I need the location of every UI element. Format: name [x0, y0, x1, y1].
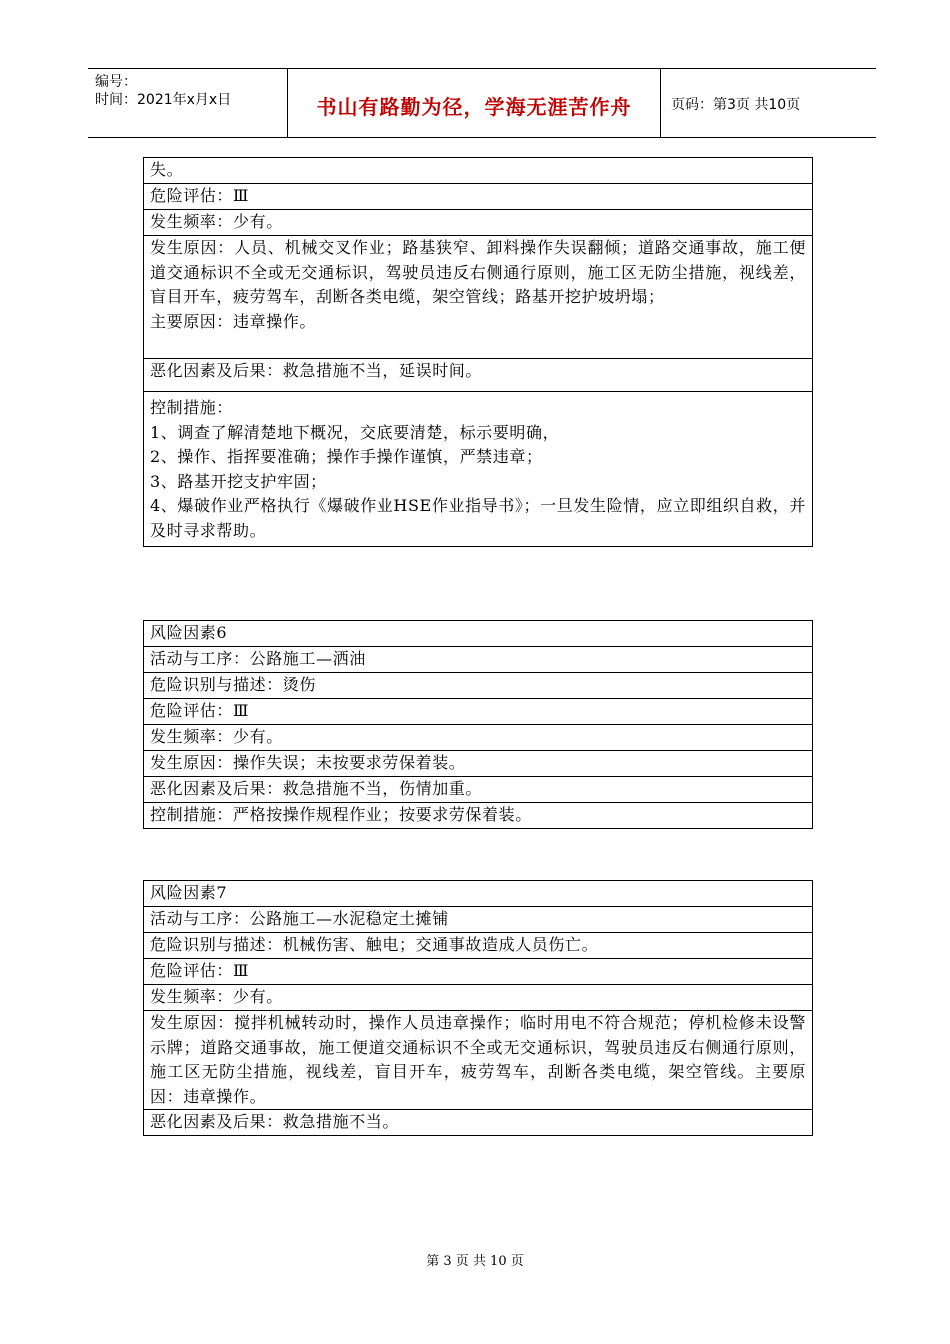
table-row [144, 751, 813, 777]
document-time-label: 时间：2021年x月x日 [95, 92, 232, 108]
header-motto: 书山有路勤为径，学海无涯苦作舟 [316, 94, 632, 119]
table-row [144, 699, 813, 725]
risk-table-6 [143, 620, 813, 829]
table-row [144, 210, 813, 236]
table-row [144, 933, 813, 959]
table-cell: 恶化因素及后果：救急措施不当，延误时间。 [144, 359, 813, 392]
table-cell: 危险识别与描述：烫伤 [144, 673, 813, 699]
risk-factor-title: 风险因素6 [144, 621, 813, 647]
control-measures-label: 控制措施： [150, 398, 234, 417]
table-cell: 发生原因：搅拌机械转动时，操作人员违章操作；临时用电不符合规范；停机检修未设警示牌；道路交通事故，施工便道交通标识不全或无交通标识，驾驶员违反右侧通行原则，施工区无防尘措施，视线差，盲目开车，疲劳驾车，刮断各类电缆，架空管线。主要原因：违章操作。 [144, 1011, 813, 1110]
table-cell: 发生频率：少有。 [144, 210, 813, 236]
table-row [144, 777, 813, 803]
table-cell: 发生频率：少有。 [144, 985, 813, 1011]
table-row [144, 392, 813, 547]
table-cell: 控制措施：严格按操作规程作业；按要求劳保着装。 [144, 803, 813, 829]
table-cell: 失。 [144, 158, 813, 184]
table-cell: 危险识别与描述：机械伤害、触电；交通事故造成人员伤亡。 [144, 933, 813, 959]
table-row [144, 803, 813, 829]
table-row [144, 647, 813, 673]
control-measure-item: 2、操作、指挥要准确；操作手操作谨慎，严禁违章； [150, 447, 543, 466]
document-number-label: 编号： [95, 74, 137, 90]
header-motto-cell [287, 69, 661, 137]
table-row [144, 959, 813, 985]
table-row [144, 359, 813, 392]
table-row [144, 725, 813, 751]
table-row [144, 621, 813, 647]
table-cell: 活动与工序：公路施工—水泥稳定土摊铺 [144, 907, 813, 933]
page-footer: 第 3 页 共 10 页 [426, 1254, 524, 1269]
table-cell: 危险评估：Ⅲ [144, 184, 813, 210]
control-measure-item: 3、路基开挖支护牢固； [150, 471, 327, 491]
risk-table-continued [143, 157, 813, 547]
table-cell: 活动与工序：公路施工—洒油 [144, 647, 813, 673]
table-row [144, 184, 813, 210]
table-row [144, 985, 813, 1011]
table-cell: 恶化因素及后果：救急措施不当。 [144, 1110, 813, 1136]
table-cell: 发生频率：少有。 [144, 725, 813, 751]
table-row [144, 673, 813, 699]
table-cell: 危险评估：Ⅲ [144, 699, 813, 725]
table-row [144, 158, 813, 184]
control-measure-item: 4、爆破作业严格执行《爆破作业HSE作业指导书》；一旦发生险情，应立即组织自救，并及时寻求帮助。 [150, 496, 806, 540]
table-row [144, 907, 813, 933]
table-row [144, 236, 813, 359]
table-cell: 恶化因素及后果：救急措施不当，伤情加重。 [144, 777, 813, 803]
page-header [88, 68, 876, 138]
control-measure-item: 1、调查了解清楚地下概况，交底要清楚，标示要明确， [150, 422, 560, 442]
occurrence-causes: 发生原因：人员、机械交叉作业；路基狭窄、卸料操作失误翻倾；道路交通事故，施工便道交通标识不全或无交通标识，驾驶员违反右侧通行原则，施工区无防尘措施，视线差，盲目开车，疲劳驾车，刮断各类电缆，架空管线；路基开挖护坡坍塌； [150, 238, 806, 306]
header-meta [95, 73, 285, 109]
table-cell: 发生原因：操作失误；未按要求劳保着装。 [144, 751, 813, 777]
table-cell [144, 392, 813, 547]
table-row [144, 1110, 813, 1136]
header-page-number: 页码：第3页 共10页 [671, 97, 801, 113]
main-cause: 主要原因：违章操作。 [150, 311, 317, 331]
risk-factor-title: 风险因素7 [144, 881, 813, 907]
table-row [144, 881, 813, 907]
table-cell [144, 236, 813, 359]
risk-table-7 [143, 880, 813, 1136]
table-cell: 危险评估：Ⅲ [144, 959, 813, 985]
table-row [144, 1011, 813, 1110]
